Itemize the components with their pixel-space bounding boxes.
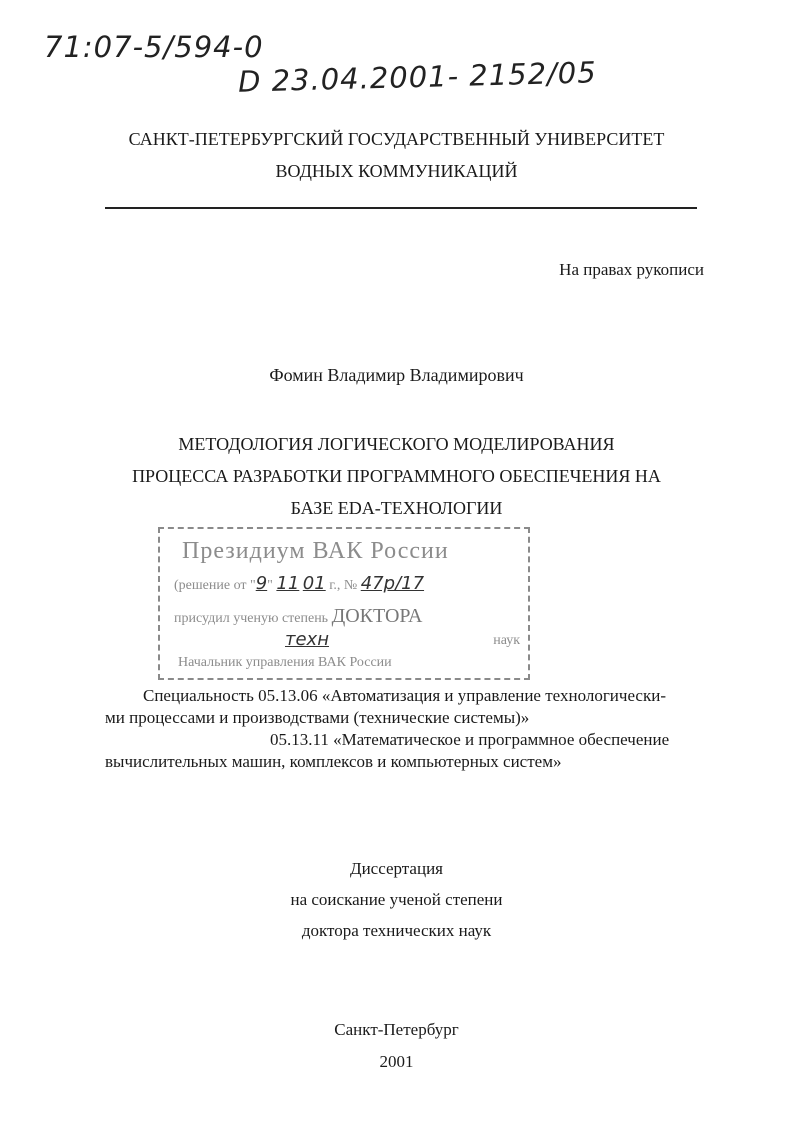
- specialty-line4: вычислительных машин, комплексов и компьютерных систем»: [105, 752, 562, 771]
- year: 2001: [379, 1052, 414, 1071]
- title-line2: ПРОЦЕССА РАЗРАБОТКИ ПРОГРАММНОГО ОБЕСПЕЧЕНИЯ НА: [132, 466, 661, 486]
- rights-note: На правах рукописи: [559, 260, 704, 279]
- stamp-number-prefix: г., №: [329, 578, 358, 593]
- stamp-heading: Президиум ВАК России: [182, 538, 449, 564]
- stamp-field: техн: [285, 629, 329, 650]
- header-divider: [105, 207, 697, 209]
- university-name-line2: ВОДНЫХ КОММУНИКАЦИЙ: [275, 161, 518, 181]
- stamp-signature-line: Начальник управления ВАК России: [178, 655, 392, 670]
- title-line1: МЕТОДОЛОГИЯ ЛОГИЧЕСКОГО МОДЕЛИРОВАНИЯ: [178, 434, 615, 454]
- stamp-degree-line: [174, 605, 422, 628]
- university-name-line1: САНКТ-ПЕТЕРБУРГСКИЙ ГОСУДАРСТВЕННЫЙ УНИВЕРСИТЕТ: [128, 129, 665, 149]
- stamp-year: 01: [302, 573, 326, 594]
- author-name: Фомин Владимир Владимирович: [269, 365, 524, 385]
- title-line3: БАЗЕ EDA-ТЕХНОЛОГИИ: [290, 498, 503, 518]
- specialty-line2: ми процессами и производствами (технические системы)»: [105, 708, 530, 727]
- dissertation-degree: доктора технических наук: [301, 921, 492, 940]
- stamp-month: 11: [276, 573, 300, 594]
- stamp-quote: ": [267, 578, 273, 593]
- stamp-field-line: [285, 629, 520, 650]
- dissertation-label: Диссертация: [349, 859, 443, 878]
- dissertation-purpose: на соискание ученой степени: [290, 890, 503, 909]
- stamp-sciences: наук: [493, 633, 520, 648]
- stamp-awarded-text: присудил ученую степень: [174, 611, 329, 626]
- specialty-line3: 05.13.11 «Математическое и программное обеспечение: [270, 730, 670, 749]
- handwritten-registration-date: D 23.04.2001- 2152/05: [237, 55, 598, 99]
- stamp-decision-prefix: (решение от ": [174, 578, 256, 593]
- stamp-day: 9: [255, 573, 268, 594]
- stamp-degree: ДОКТОРА: [331, 605, 423, 627]
- handwritten-archive-number: 71:07-5/594-0: [44, 30, 264, 64]
- city: Санкт-Петербург: [334, 1020, 459, 1039]
- stamp-decision-line: [174, 573, 424, 594]
- stamp-number: 47р/17: [360, 573, 425, 594]
- vak-stamp: [158, 527, 530, 680]
- specialty-line1: Специальность 05.13.06 «Автоматизация и управление технологически-: [143, 686, 666, 705]
